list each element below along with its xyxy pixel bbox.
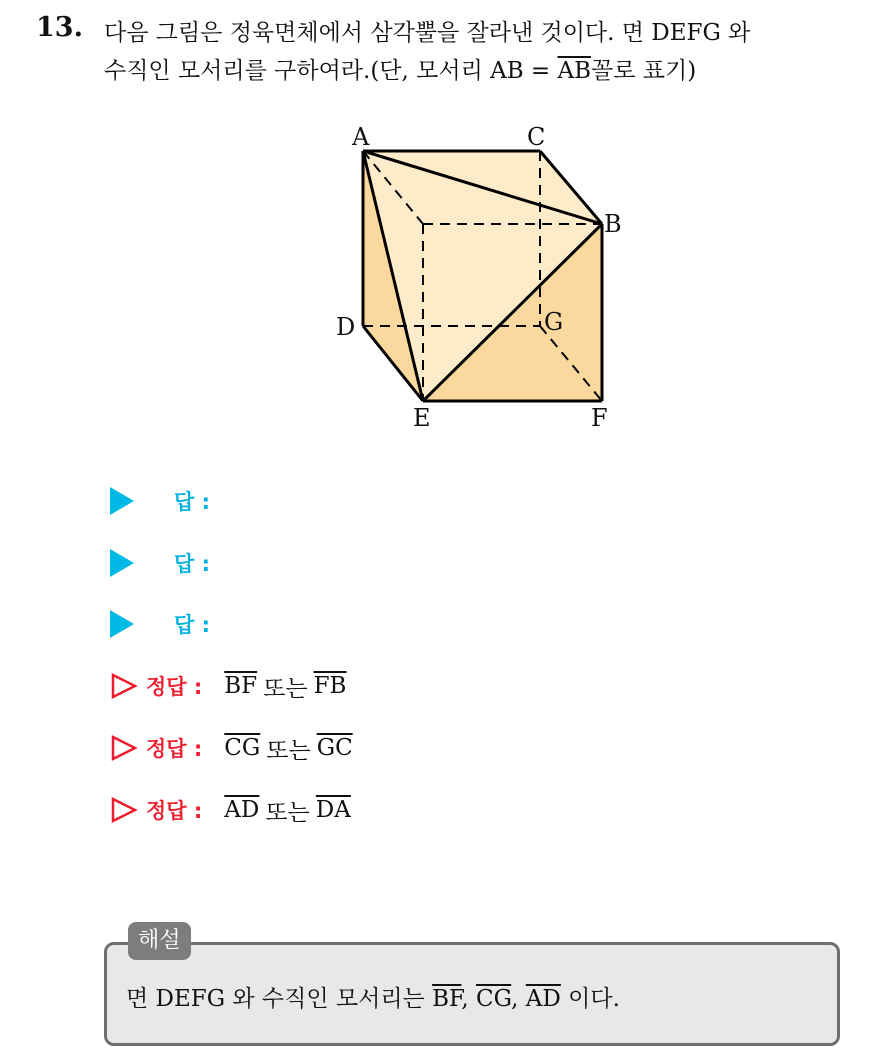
answer-row [110, 483, 210, 519]
vertex-label-d: D [336, 313, 356, 341]
explanation-prefix: 면 DEFG 와 수직인 모서리는 [126, 986, 433, 1012]
explanation-segment-2: $\overline{CG}$ [476, 986, 512, 1012]
correct-answer-segment-alt: $\overline{GC}$ [316, 735, 353, 761]
vertex-label-f: F [591, 404, 608, 432]
explanation-separator: , [511, 986, 526, 1012]
explanation-text [126, 980, 620, 1013]
correct-marker-icon [110, 672, 138, 700]
correct-answer-label: 정답 : [146, 737, 203, 761]
correct-answer-label: 정답 : [146, 799, 203, 823]
correct-answer-row [110, 792, 351, 828]
explanation-segment-3: $\overline{AD}$ [525, 986, 561, 1012]
question-number: 13. [36, 12, 83, 43]
vertex-label-b: B [604, 210, 622, 238]
explanation-suffix: 이다. [560, 986, 620, 1012]
question-line-2-text: 수직인 모서리를 구하여라.(단, 모서리 AB = [104, 58, 558, 84]
vertex-label-c: C [527, 123, 546, 151]
answer-row [110, 545, 210, 581]
explanation-tab: 해설 [128, 922, 191, 960]
vertex-label-a: A [352, 123, 370, 151]
question-line-1: 다음 그림은 정육면체에서 삼각뿔을 잘라낸 것이다. 면 DEFG 와 [104, 20, 751, 46]
correct-answer-connector: 또는 [263, 675, 308, 702]
correct-answer-segment-alt: $\overline{DA}$ [315, 797, 351, 823]
correct-answer-segment-alt: $\overline{FB}$ [313, 673, 347, 699]
correct-answer-segment: $\overline{CG}$ [224, 735, 261, 761]
correct-answer-connector: 또는 [266, 737, 311, 764]
correct-answer-connector: 또는 [265, 799, 310, 826]
correct-answer-label: 정답 : [146, 675, 203, 699]
explanation-separator: , [461, 986, 476, 1012]
question-line-2-end: 꼴로 표기) [591, 58, 697, 84]
vertex-label-g: G [544, 308, 564, 336]
question-segment-notation: $\overline{AB}$ [557, 58, 592, 84]
answer-marker-icon [110, 487, 134, 515]
correct-answer-row [110, 668, 346, 704]
question-line-2 [104, 52, 874, 90]
vertex-label-e: E [413, 404, 431, 432]
cube-figure [320, 118, 640, 438]
correct-answer-segment: $\overline{AD}$ [224, 797, 260, 823]
answer-marker-icon [110, 549, 134, 577]
answer-label: 답 : [174, 490, 210, 514]
answer-row [110, 606, 210, 642]
cube-diagram [320, 118, 640, 438]
question-text [104, 14, 874, 90]
answer-label: 답 : [174, 613, 210, 637]
correct-answer-row [110, 730, 353, 766]
answer-label: 답 : [174, 552, 210, 576]
explanation-segment-1: $\overline{BF}$ [432, 986, 462, 1012]
answer-marker-icon [110, 610, 134, 638]
correct-marker-icon [110, 796, 138, 824]
correct-answer-segment: $\overline{BF}$ [224, 673, 258, 699]
correct-marker-icon [110, 734, 138, 762]
